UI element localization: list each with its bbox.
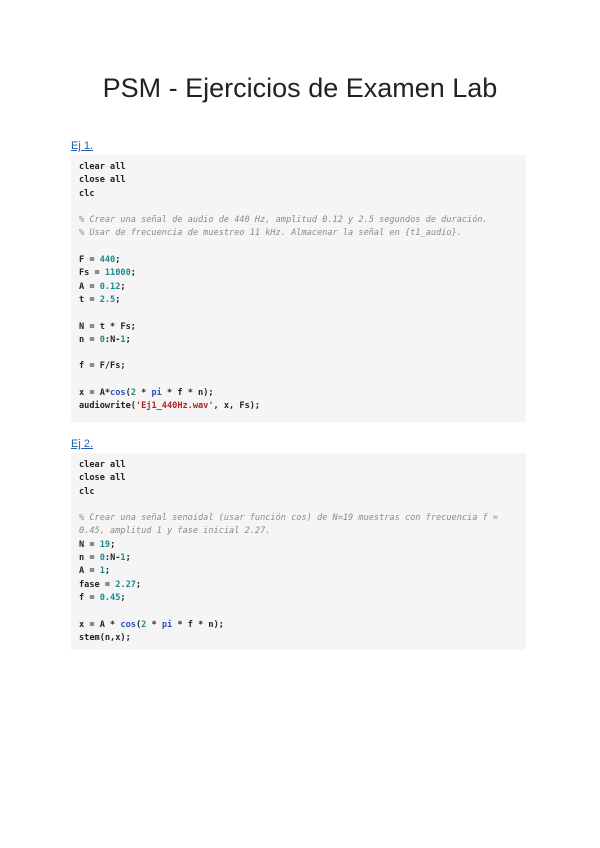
section-link-ej1[interactable]: Ej 1. (71, 140, 94, 152)
code-line: clear all (79, 162, 126, 172)
code-line: N = 19; (79, 539, 116, 550)
code-line (79, 605, 518, 618)
code-line: close all (79, 473, 126, 484)
code-line (79, 374, 518, 387)
code-line (79, 307, 518, 320)
code-line: F = 440; (79, 255, 121, 266)
code-line: t = 2.5; (79, 294, 121, 305)
code-block-ej2 (71, 453, 526, 650)
code-line: clc (79, 486, 95, 497)
code-line: A = 1; (79, 566, 111, 577)
page-title: PSM - Ejercicios de Examen Lab (102, 73, 498, 103)
code-line (79, 347, 518, 360)
code-line: N = t * Fs; (79, 321, 136, 332)
code-line: A = 0.12; (79, 281, 126, 292)
code-line: x = A*cos(2 * pi * f * n); (79, 388, 214, 399)
code-line: close all (79, 175, 126, 186)
code-line: f = 0.45; (79, 592, 126, 603)
code-line: stem(n,x); (79, 632, 131, 643)
code-line: clc (79, 188, 95, 199)
code-comment: % Crear una señal de audio de 440 Hz, amplitud 0.12 y 2.5 segundos de duración. (79, 215, 488, 226)
code-block-ej1 (71, 155, 526, 422)
code-line: n = 0:N-1; (79, 553, 131, 564)
code-line: clear all (79, 460, 126, 470)
code-line (79, 201, 518, 214)
section-link-ej2[interactable]: Ej 2. (71, 438, 94, 450)
code-line (79, 241, 518, 254)
code-line: n = 0:N-1; (79, 334, 131, 345)
code-comment: % Usar de frecuencia de muestreo 11 kHz. Almacenar la señal en {t1_audio}. (79, 228, 462, 239)
code-line: fase = 2.27; (79, 579, 142, 590)
code-line (79, 499, 518, 512)
code-comment: % Crear una señal senoidal (usar función cos) de N=19 muestras con frecuencia f = 0.45, amplitud 1 y fase inicial 2.27. (79, 513, 504, 537)
code-line: x = A * cos(2 * pi * f * n); (79, 619, 224, 630)
code-line: audiowrite('Ej1_440Hz.wav', x, Fs); (79, 401, 261, 412)
code-line: Fs = 11000; (79, 268, 136, 279)
code-line: f = F/Fs; (79, 361, 126, 372)
